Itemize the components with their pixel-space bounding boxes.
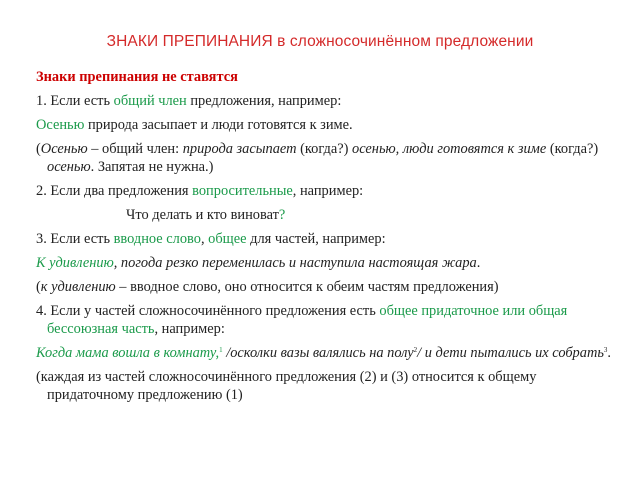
rule-2-term: вопросительные [192,183,293,199]
rule-4-suffix: , например: [154,321,225,337]
rule-3-sep: , [200,231,209,247]
example-3-end: . [476,255,481,271]
example-3 [36,254,626,272]
rule-4-term: общее придаточное или общая бессоюзная часть [47,303,568,337]
example-4-sup-3: 3 [603,346,608,354]
heading-text: Знаки препинания не ставятся [36,69,238,85]
rule-3-prefix: 3. Если есть [36,231,114,247]
example-2-text: Что делать и кто виноват [126,207,279,223]
rule-2-suffix: , например: [292,183,364,199]
example-2-mark: ? [278,207,286,223]
expl-1-t3: (когда?) [546,141,599,157]
rule-4 [36,302,626,338]
rule-3-term-1: вводное слово [113,231,201,247]
example-4-sup-1: 1 [219,346,223,354]
rule-1-suffix: предложения, например: [186,93,342,109]
slide-title: ЗНАКИ ПРЕПИНАНИЯ в сложносочинённом предложении [106,33,534,50]
expl-3-word: к удивлению [40,279,116,295]
expl-1-w1: Осенью [40,141,88,157]
expl-4-text: (каждая из частей сложносочинённого предложения (2) и (3) относится к общему придаточному предложению (1) [36,369,537,403]
slide-content [36,68,626,410]
expl-1-t1: – общий член: [87,141,183,157]
expl-1-w4: осенью [47,159,91,175]
rule-1-prefix: 1. Если есть [36,93,114,109]
example-4-part-1: Когда мама вошла в комнату, [36,345,220,361]
rule-1 [36,92,626,110]
example-4-part-2: /осколки вазы валялись на полу [222,345,414,361]
expl-1-t4: . Запятая не нужна.) [90,159,214,175]
example-1 [36,116,626,134]
example-4-part-3: / и дети пытались их собрать [417,345,604,361]
example-4-sup-2: 2 [413,346,418,354]
example-1-word: Осенью [36,117,85,133]
expl-3-open: ( [36,279,41,295]
rule-1-term: общий член [113,93,187,109]
rule-3-term-2: общее [208,231,247,247]
rule-3 [36,230,626,248]
expl-1-w3: осенью, люди готовятся к зиме [352,141,547,157]
explanation-4 [36,368,626,404]
rule-4-prefix: 4. Если у частей сложносочинённого предложения есть [36,303,380,319]
expl-1-open: ( [36,141,41,157]
rule-3-suffix: для частей, например: [246,231,386,247]
example-1-rest: природа засыпает и люди готовятся к зиме. [84,117,353,133]
expl-3-rest: – вводное слово, оно относится к обеим частям предложения) [115,279,499,295]
expl-1-t2: (когда?) [296,141,353,157]
example-2 [36,206,626,224]
section-heading [36,68,626,86]
example-4-end: . [607,345,612,361]
explanation-1 [36,140,626,176]
expl-1-w2: природа засыпает [182,141,297,157]
rule-2 [36,182,626,200]
example-4 [36,344,626,362]
explanation-3 [36,278,626,296]
rule-2-prefix: 2. Если два предложения [36,183,193,199]
example-3-rest: , погода резко переменилась и наступила настоящая жара [113,255,477,271]
example-3-intro: К удивлению [36,255,114,271]
